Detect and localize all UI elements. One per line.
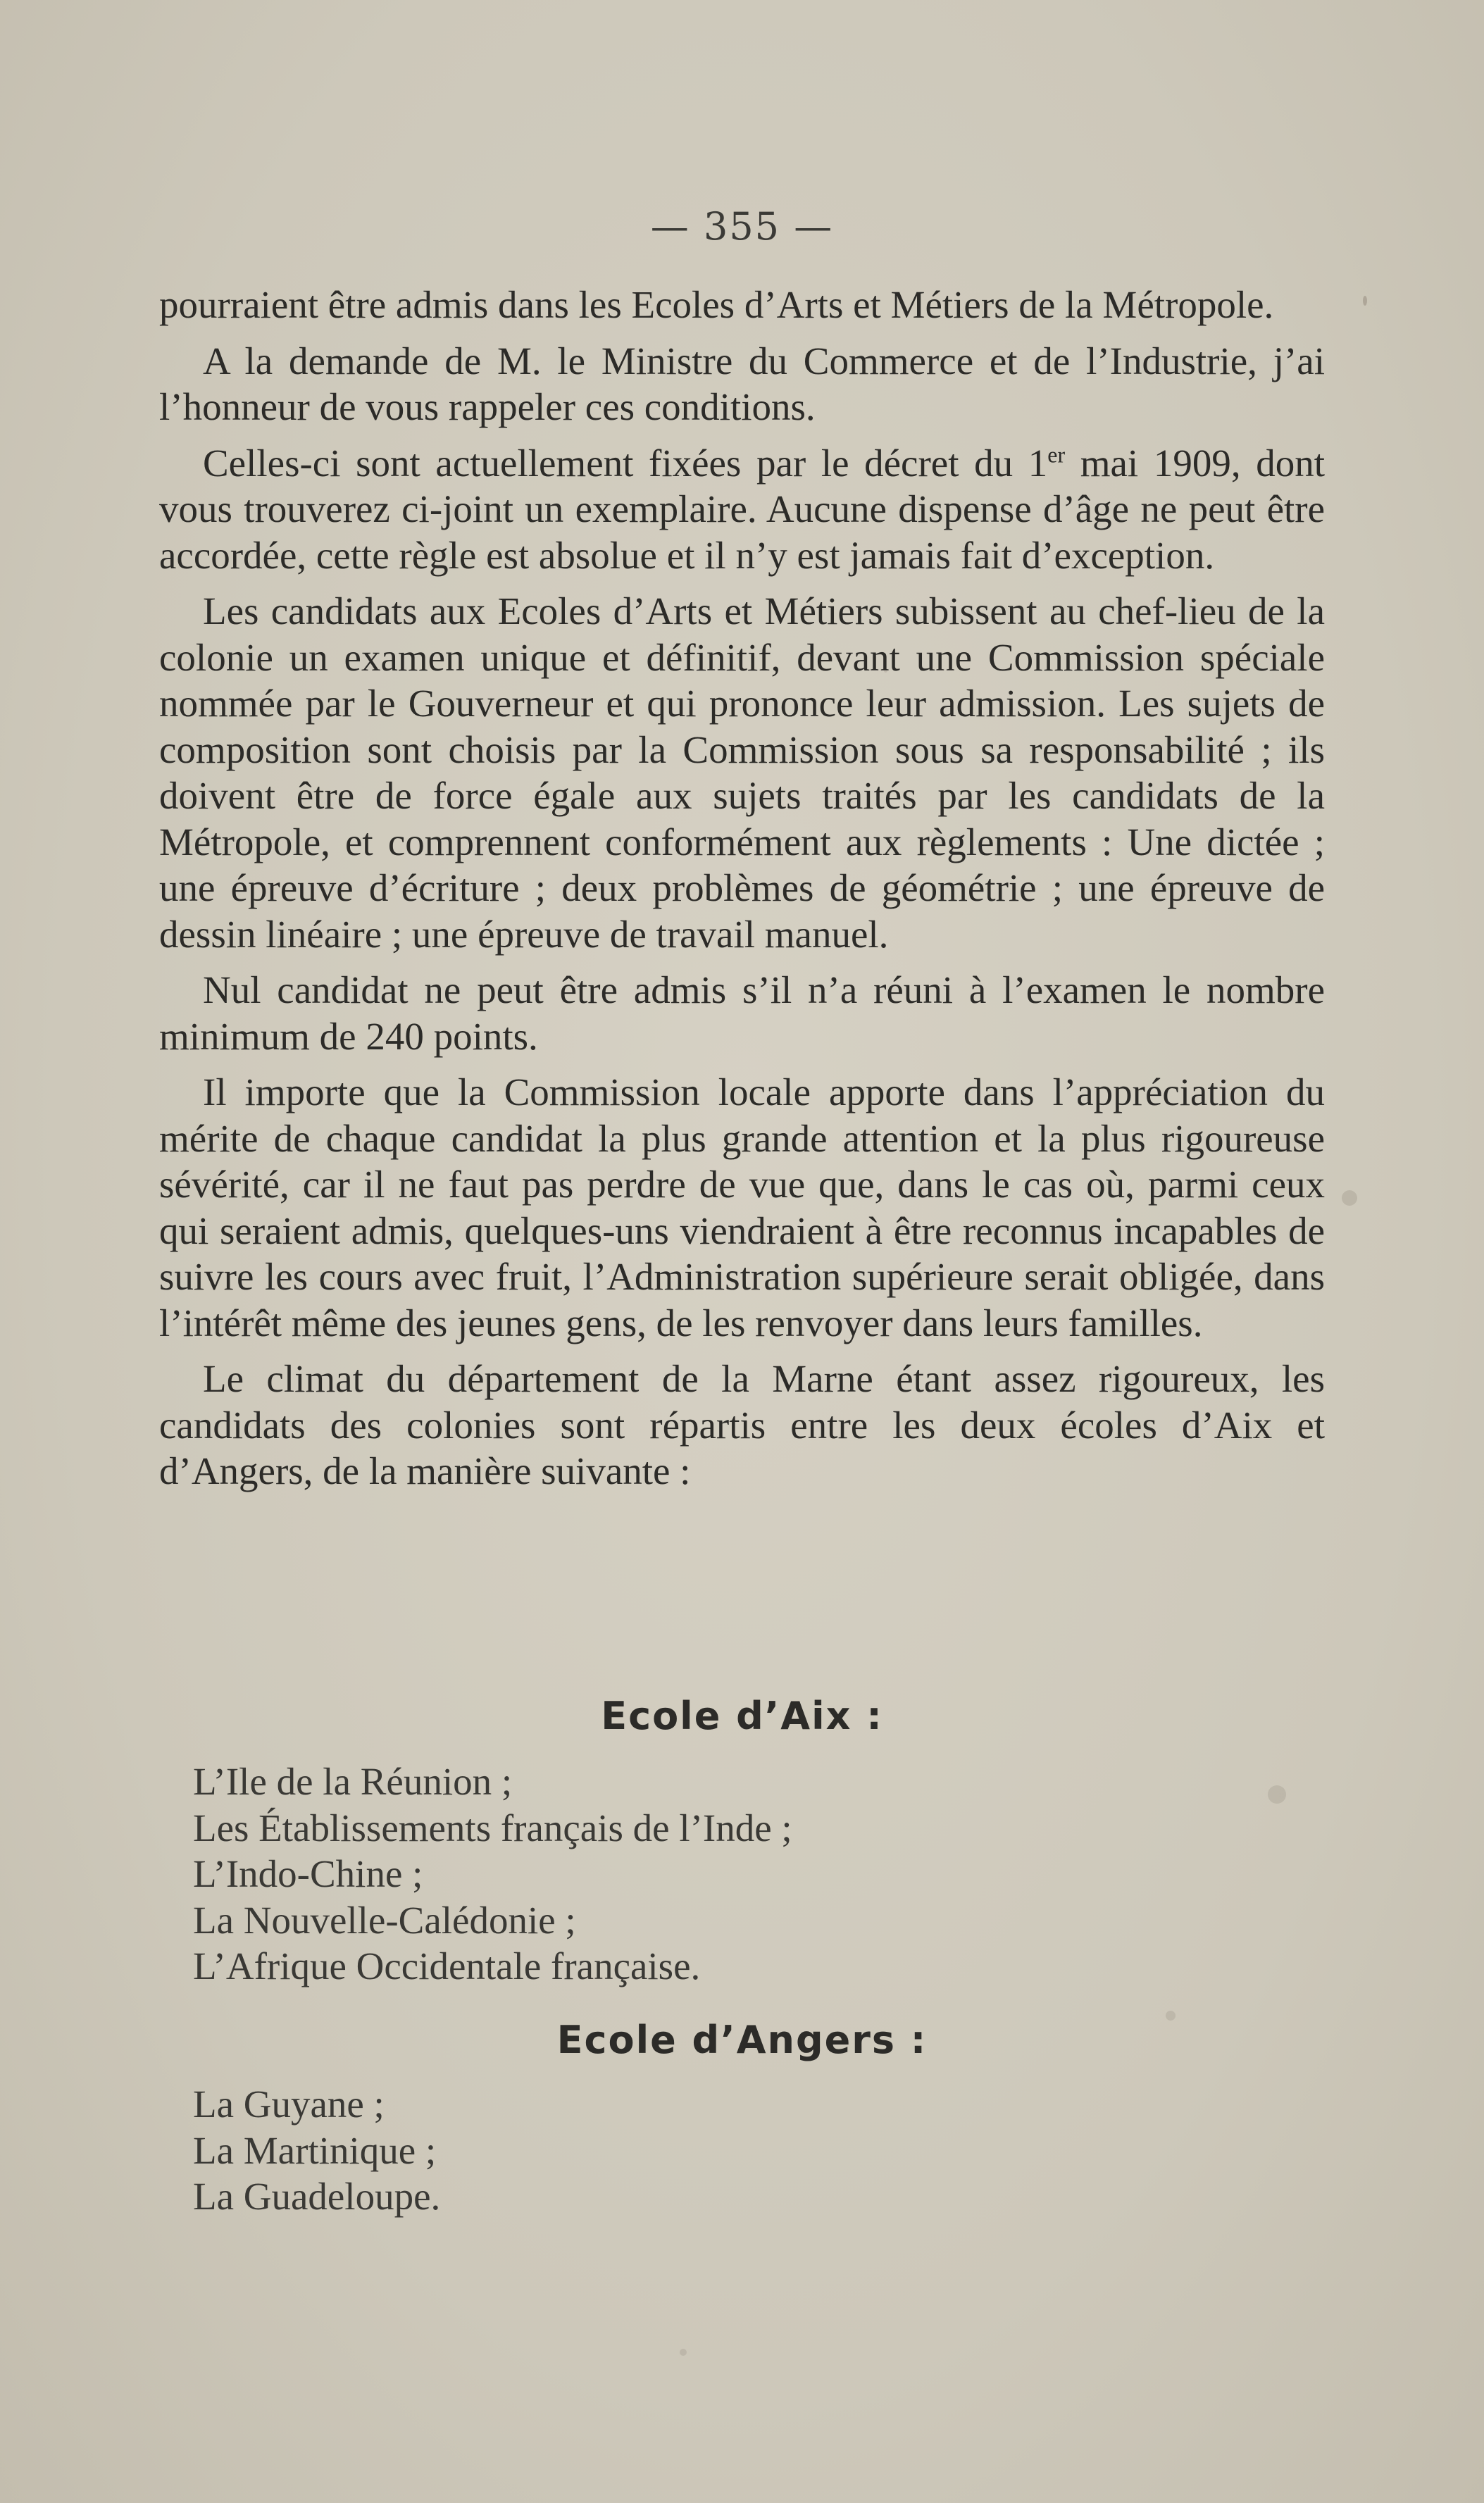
list-item: Les Établissements français de l’Inde ; <box>193 1806 792 1849</box>
angers-colony-list <box>193 2081 440 2220</box>
paragraph-5: Nul candidat ne peut être admis s’il n’a réuni à l’examen le nombre minimum de 240 points. <box>159 968 1325 1058</box>
list-item: L’Indo-Chine ; <box>193 1852 423 1895</box>
paragraph-3 <box>159 440 1325 579</box>
list-item: L’Ile de la Réunion ; <box>193 1760 513 1803</box>
paper-speck <box>680 2349 687 2356</box>
paragraph-7: Le climat du département de la Marne étant assez rigoureux, les candidats des colonies sont répartis entre les deux écoles d’Aix et d’Angers, de la manière suivante : <box>159 1357 1325 1492</box>
paper-speck <box>1342 1190 1357 1206</box>
aix-colony-list <box>193 1759 792 1990</box>
page-number: — 355 — <box>650 204 834 249</box>
main-text <box>159 282 1325 1504</box>
list-item: La Guadeloupe. <box>193 2175 441 2218</box>
list-item: L’Afrique Occidentale française. <box>193 1945 701 1987</box>
ordinal-superscript: er <box>1047 442 1066 468</box>
list-item: La Martinique ; <box>193 2128 437 2172</box>
heading-ecole-aix: Ecole d’Aix : <box>601 1694 883 1738</box>
paper-speck <box>1363 296 1367 306</box>
paragraph-1: pourraient être admis dans les Ecoles d’Arts et Métiers de la Métropole. <box>159 283 1274 326</box>
list-item: La Nouvelle-Calédonie ; <box>193 1898 576 1942</box>
paragraph-3-start: Celles-ci sont actuellement fixées par le décret du 1 <box>203 441 1048 485</box>
heading-ecole-angers: Ecole d’Angers : <box>556 2018 928 2062</box>
paragraph-4: Les candidats aux Ecoles d’Arts et Métiers subissent au chef-lieu de la colonie un examen unique et définitif, devant une Commission spéciale nommée par le Gouverneur et qui prononce leur admission. Les sujets de composition sont choisis par la Commission sous sa responsabilité ; ils doivent être de force égale aux sujets traités par les candidats de la Métropole, et comprennent conformément aux règlements : Une dictée ; une épreuve d’écriture ; deux problèmes de géométrie ; une épreuve de dessin linéaire ; une épreuve de travail manuel. <box>159 589 1325 956</box>
paragraph-3-rest: mai 1909, dont vous trouverez ci-joint un exemplaire. Aucune dispense d’âge ne peut être accordée, cette règle est absolue et il n’y est jamais fait d’exception. <box>159 441 1326 577</box>
list-item: La Guyane ; <box>193 2083 385 2126</box>
paragraph-6: Il importe que la Commission locale apporte dans l’appréciation du mérite de chaque candidat la plus grande attention et la plus rigoureuse sévérité, car il ne faut pas perdre de vue que, dans le cas où, parmi ceux qui seraient admis, quelques-uns viendraient à être reconnus incapables de suivre les cours avec fruit, l’Administration supérieure serait obligée, dans l’intérêt même des jeunes gens, de les renvoyer dans leurs familles. <box>159 1071 1325 1344</box>
paper-speck <box>1268 1785 1286 1804</box>
paragraph-2: A la demande de M. le Ministre du Commerce et de l’Industrie, j’ai l’honneur de vous rappeler ces conditions. <box>159 339 1325 428</box>
